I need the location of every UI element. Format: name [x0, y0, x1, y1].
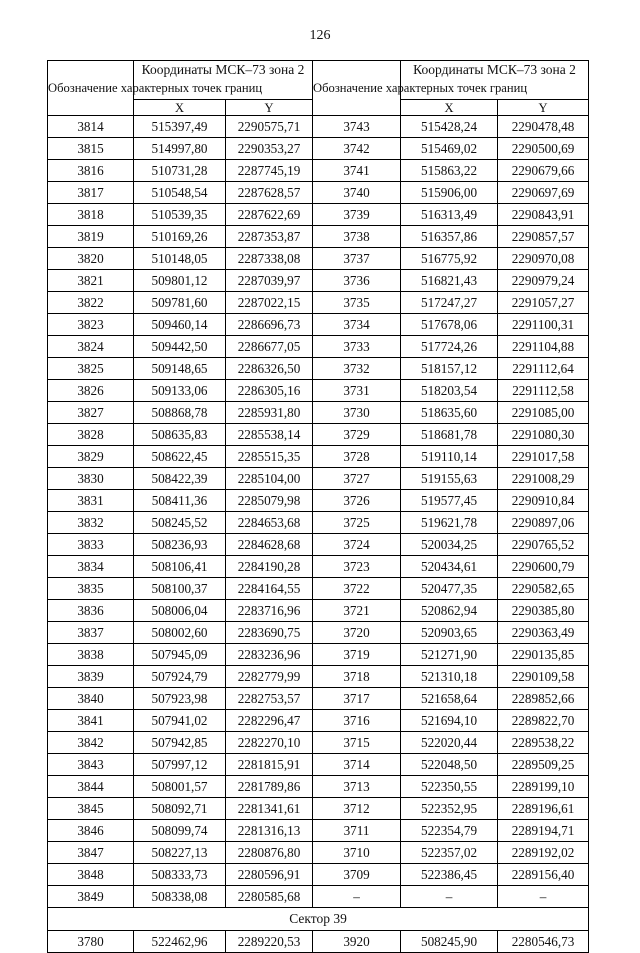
- cell-y-left: 2281316,13: [226, 820, 313, 842]
- cell-id-left: 3814: [48, 116, 134, 138]
- table-row: [48, 270, 589, 292]
- cell-x-right: 519621,78: [401, 512, 498, 534]
- cell-id-right: 3726: [313, 490, 401, 512]
- cell-y-left: 2284164,55: [226, 578, 313, 600]
- cell-y-right: 2289199,10: [498, 776, 589, 798]
- cell-id-left: 3843: [48, 754, 134, 776]
- cell-id-right: 3725: [313, 512, 401, 534]
- cell-id-left: 3849: [48, 886, 134, 908]
- cell-x-right: 522350,55: [401, 776, 498, 798]
- cell-y-right: 2290979,24: [498, 270, 589, 292]
- cell-y-left: 2287353,87: [226, 226, 313, 248]
- coordinates-table: [47, 60, 589, 953]
- cell-x-left: 507945,09: [134, 644, 226, 666]
- table-row: [48, 182, 589, 204]
- cell-y-left: 2285931,80: [226, 402, 313, 424]
- cell-x-right: 521658,64: [401, 688, 498, 710]
- cell-y-right: 2290500,69: [498, 138, 589, 160]
- cell-x-right: 516775,92: [401, 248, 498, 270]
- cell-x-left: 508411,36: [134, 490, 226, 512]
- cell-id-right: 3723: [313, 556, 401, 578]
- cell-x-left: 507942,85: [134, 732, 226, 754]
- cell-y-left: 2280596,91: [226, 864, 313, 886]
- table-row: [48, 732, 589, 754]
- cell-x-left: 509442,50: [134, 336, 226, 358]
- cell-x-left: 508106,41: [134, 556, 226, 578]
- cell-y-right: 2291112,64: [498, 358, 589, 380]
- cell-y-right: 2290765,52: [498, 534, 589, 556]
- cell-x-left: 509781,60: [134, 292, 226, 314]
- table-row: [48, 556, 589, 578]
- cell-y-left: 2283690,75: [226, 622, 313, 644]
- cell-id-right: 3720: [313, 622, 401, 644]
- cell-x-right: 520434,61: [401, 556, 498, 578]
- cell-id-right: 3734: [313, 314, 401, 336]
- header-y-right: Y: [498, 100, 589, 116]
- cell-x-right: 518635,60: [401, 402, 498, 424]
- cell-id-right: 3739: [313, 204, 401, 226]
- cell-y-left: 2287745,19: [226, 160, 313, 182]
- cell-id-left: 3828: [48, 424, 134, 446]
- cell-x-left: 508333,73: [134, 864, 226, 886]
- cell-x-left: 510539,35: [134, 204, 226, 226]
- cell-y-left: 2287022,15: [226, 292, 313, 314]
- cell-y-right: 2289509,25: [498, 754, 589, 776]
- cell-x-right: 520477,35: [401, 578, 498, 600]
- cell-id-right: 3920: [313, 931, 401, 953]
- table-row: [48, 336, 589, 358]
- cell-x-left: 507997,12: [134, 754, 226, 776]
- cell-x-left: 508099,74: [134, 820, 226, 842]
- cell-y-right: 2291100,31: [498, 314, 589, 336]
- cell-x-right: 516821,43: [401, 270, 498, 292]
- cell-y-right: 2290970,08: [498, 248, 589, 270]
- cell-x-right: 520862,94: [401, 600, 498, 622]
- cell-id-left: 3780: [48, 931, 134, 953]
- cell-x-left: 508227,13: [134, 842, 226, 864]
- table-row: [48, 446, 589, 468]
- cell-y-right: 2289852,66: [498, 688, 589, 710]
- cell-y-left: 2282753,57: [226, 688, 313, 710]
- cell-y-left: 2283716,96: [226, 600, 313, 622]
- table-row: [48, 116, 589, 138]
- cell-y-left: 2285104,00: [226, 468, 313, 490]
- cell-y-right: 2290363,49: [498, 622, 589, 644]
- table-row: [48, 314, 589, 336]
- cell-y-left: 2280876,80: [226, 842, 313, 864]
- table-row: [48, 931, 589, 953]
- cell-x-left: 508092,71: [134, 798, 226, 820]
- table-row: [48, 424, 589, 446]
- cell-id-left: 3834: [48, 556, 134, 578]
- cell-id-left: 3823: [48, 314, 134, 336]
- cell-y-right: 2290910,84: [498, 490, 589, 512]
- cell-y-left: 2281341,61: [226, 798, 313, 820]
- cell-y-right: 2290897,06: [498, 512, 589, 534]
- cell-y-left: 2287338,08: [226, 248, 313, 270]
- cell-id-right: 3713: [313, 776, 401, 798]
- cell-y-left: 2281815,91: [226, 754, 313, 776]
- cell-id-left: 3825: [48, 358, 134, 380]
- table-row: [48, 644, 589, 666]
- table-row: [48, 402, 589, 424]
- cell-x-left: 508002,60: [134, 622, 226, 644]
- cell-y-left: 2287622,69: [226, 204, 313, 226]
- cell-x-left: 507941,02: [134, 710, 226, 732]
- cell-y-left: 2286305,16: [226, 380, 313, 402]
- cell-y-left: 2285079,98: [226, 490, 313, 512]
- cell-x-left: 514997,80: [134, 138, 226, 160]
- cell-id-right: 3715: [313, 732, 401, 754]
- cell-id-right: 3716: [313, 710, 401, 732]
- cell-x-left: 509460,14: [134, 314, 226, 336]
- cell-x-right: 520903,65: [401, 622, 498, 644]
- cell-y-right: 2289156,40: [498, 864, 589, 886]
- cell-x-left: 508245,52: [134, 512, 226, 534]
- cell-id-right: 3742: [313, 138, 401, 160]
- cell-id-left: 3831: [48, 490, 134, 512]
- table-row: [48, 666, 589, 688]
- cell-x-left: 509801,12: [134, 270, 226, 292]
- cell-x-left: 509148,65: [134, 358, 226, 380]
- cell-x-right: 508245,90: [401, 931, 498, 953]
- cell-x-right: 517724,26: [401, 336, 498, 358]
- cell-id-left: 3827: [48, 402, 134, 424]
- cell-id-left: 3818: [48, 204, 134, 226]
- cell-id-left: 3835: [48, 578, 134, 600]
- cell-id-left: 3820: [48, 248, 134, 270]
- cell-id-right: 3735: [313, 292, 401, 314]
- sector-header-row: [48, 908, 589, 931]
- cell-x-left: 508100,37: [134, 578, 226, 600]
- cell-x-right: 517678,06: [401, 314, 498, 336]
- cell-y-left: 2285538,14: [226, 424, 313, 446]
- cell-y-left: 2282270,10: [226, 732, 313, 754]
- table-row: [48, 138, 589, 160]
- table-row: [48, 688, 589, 710]
- header-coords-group-left: Координаты МСК–73 зона 2: [134, 61, 313, 100]
- cell-y-right: 2289538,22: [498, 732, 589, 754]
- table-row: [48, 798, 589, 820]
- cell-x-right: 519110,14: [401, 446, 498, 468]
- cell-y-left: 2282296,47: [226, 710, 313, 732]
- cell-id-right: 3732: [313, 358, 401, 380]
- table-row: [48, 886, 589, 908]
- table-row: [48, 512, 589, 534]
- cell-id-right: 3741: [313, 160, 401, 182]
- table-row: [48, 204, 589, 226]
- cell-id-right: 3717: [313, 688, 401, 710]
- table-row: [48, 776, 589, 798]
- cell-x-left: 515397,49: [134, 116, 226, 138]
- cell-id-right: 3712: [313, 798, 401, 820]
- cell-x-right: 516357,86: [401, 226, 498, 248]
- cell-y-right: 2291112,58: [498, 380, 589, 402]
- cell-y-right: 2290582,65: [498, 578, 589, 600]
- cell-y-left: 2282779,99: [226, 666, 313, 688]
- cell-x-right: 517247,27: [401, 292, 498, 314]
- table-row: [48, 622, 589, 644]
- cell-id-right: 3727: [313, 468, 401, 490]
- cell-x-left: 508868,78: [134, 402, 226, 424]
- cell-y-right: 2290843,91: [498, 204, 589, 226]
- cell-x-right: 518157,12: [401, 358, 498, 380]
- cell-id-left: 3819: [48, 226, 134, 248]
- cell-id-left: 3848: [48, 864, 134, 886]
- cell-id-right: 3709: [313, 864, 401, 886]
- cell-id-left: 3815: [48, 138, 134, 160]
- table-row: [48, 534, 589, 556]
- cell-y-right: –: [498, 886, 589, 908]
- cell-id-left: 3816: [48, 160, 134, 182]
- cell-id-left: 3840: [48, 688, 134, 710]
- cell-id-right: 3728: [313, 446, 401, 468]
- cell-y-right: 2291080,30: [498, 424, 589, 446]
- cell-id-left: 3841: [48, 710, 134, 732]
- cell-x-left: 510148,05: [134, 248, 226, 270]
- cell-y-right: 2290109,58: [498, 666, 589, 688]
- cell-y-left: 2284190,28: [226, 556, 313, 578]
- cell-x-left: 507923,98: [134, 688, 226, 710]
- header-point-label-left: Обозначение характерных точек границ: [48, 61, 134, 116]
- cell-id-right: 3737: [313, 248, 401, 270]
- cell-x-right: 515469,02: [401, 138, 498, 160]
- cell-y-right: 2290697,69: [498, 182, 589, 204]
- table-body: [48, 116, 589, 953]
- cell-x-right: 522386,45: [401, 864, 498, 886]
- cell-id-right: 3740: [313, 182, 401, 204]
- cell-id-left: 3846: [48, 820, 134, 842]
- cell-id-right: 3731: [313, 380, 401, 402]
- cell-x-right: 518203,54: [401, 380, 498, 402]
- cell-id-left: 3817: [48, 182, 134, 204]
- cell-y-left: 2286326,50: [226, 358, 313, 380]
- cell-x-left: 508001,57: [134, 776, 226, 798]
- table-row: [48, 578, 589, 600]
- cell-id-right: 3730: [313, 402, 401, 424]
- table-row: [48, 820, 589, 842]
- cell-x-left: 510548,54: [134, 182, 226, 204]
- table-row: [48, 842, 589, 864]
- cell-id-right: –: [313, 886, 401, 908]
- cell-id-left: 3836: [48, 600, 134, 622]
- cell-id-right: 3722: [313, 578, 401, 600]
- cell-y-left: 2287039,97: [226, 270, 313, 292]
- table-row: [48, 226, 589, 248]
- table-row: [48, 710, 589, 732]
- cell-y-left: 2290353,27: [226, 138, 313, 160]
- cell-id-right: 3738: [313, 226, 401, 248]
- cell-y-right: 2290385,80: [498, 600, 589, 622]
- cell-y-right: 2290679,66: [498, 160, 589, 182]
- table-row: [48, 600, 589, 622]
- cell-id-right: 3719: [313, 644, 401, 666]
- cell-x-left: 508422,39: [134, 468, 226, 490]
- cell-x-right: 518681,78: [401, 424, 498, 446]
- cell-y-right: 2289196,61: [498, 798, 589, 820]
- cell-id-left: 3833: [48, 534, 134, 556]
- cell-id-left: 3847: [48, 842, 134, 864]
- cell-x-left: 508338,08: [134, 886, 226, 908]
- cell-id-left: 3838: [48, 644, 134, 666]
- cell-y-right: 2291085,00: [498, 402, 589, 424]
- cell-x-right: 522354,79: [401, 820, 498, 842]
- cell-id-left: 3826: [48, 380, 134, 402]
- cell-x-left: 522462,96: [134, 931, 226, 953]
- cell-id-left: 3845: [48, 798, 134, 820]
- cell-x-right: 515428,24: [401, 116, 498, 138]
- cell-y-right: 2289194,71: [498, 820, 589, 842]
- cell-id-right: 3733: [313, 336, 401, 358]
- cell-y-left: 2289220,53: [226, 931, 313, 953]
- cell-id-left: 3844: [48, 776, 134, 798]
- cell-y-left: 2290575,71: [226, 116, 313, 138]
- cell-id-left: 3837: [48, 622, 134, 644]
- cell-x-right: 515863,22: [401, 160, 498, 182]
- cell-id-left: 3821: [48, 270, 134, 292]
- cell-x-right: 522352,95: [401, 798, 498, 820]
- cell-id-right: 3711: [313, 820, 401, 842]
- cell-x-left: 508622,45: [134, 446, 226, 468]
- table-row: [48, 468, 589, 490]
- cell-id-left: 3830: [48, 468, 134, 490]
- header-x-right: X: [401, 100, 498, 116]
- cell-x-left: 509133,06: [134, 380, 226, 402]
- cell-x-left: 507924,79: [134, 666, 226, 688]
- cell-id-left: 3842: [48, 732, 134, 754]
- cell-x-left: 508006,04: [134, 600, 226, 622]
- header-y-left: Y: [226, 100, 313, 116]
- header-point-label-right: Обозначение характерных точек границ: [313, 61, 401, 116]
- cell-id-right: 3729: [313, 424, 401, 446]
- cell-y-right: 2290857,57: [498, 226, 589, 248]
- cell-y-left: 2284653,68: [226, 512, 313, 534]
- cell-y-left: 2287628,57: [226, 182, 313, 204]
- cell-id-right: 3724: [313, 534, 401, 556]
- cell-id-right: 3736: [313, 270, 401, 292]
- sector-title: Сектор 39: [48, 908, 589, 931]
- cell-x-left: 510731,28: [134, 160, 226, 182]
- page-number: 126: [309, 28, 331, 43]
- cell-y-right: 2291008,29: [498, 468, 589, 490]
- table-row: [48, 754, 589, 776]
- cell-x-left: 508236,93: [134, 534, 226, 556]
- cell-id-left: 3839: [48, 666, 134, 688]
- cell-x-right: 522048,50: [401, 754, 498, 776]
- table-row: [48, 292, 589, 314]
- table-row: [48, 490, 589, 512]
- cell-y-right: 2291017,58: [498, 446, 589, 468]
- cell-id-left: 3822: [48, 292, 134, 314]
- cell-id-left: 3824: [48, 336, 134, 358]
- cell-x-right: 522020,44: [401, 732, 498, 754]
- cell-id-left: 3829: [48, 446, 134, 468]
- cell-id-right: 3714: [313, 754, 401, 776]
- header-x-left: X: [134, 100, 226, 116]
- cell-x-right: 521694,10: [401, 710, 498, 732]
- cell-y-right: 2291104,88: [498, 336, 589, 358]
- cell-y-left: 2285515,35: [226, 446, 313, 468]
- cell-y-right: 2291057,27: [498, 292, 589, 314]
- cell-y-left: 2283236,96: [226, 644, 313, 666]
- cell-y-right: 2290478,48: [498, 116, 589, 138]
- cell-x-right: 521271,90: [401, 644, 498, 666]
- cell-y-right: 2289822,70: [498, 710, 589, 732]
- table-row: [48, 864, 589, 886]
- cell-y-right: 2289192,02: [498, 842, 589, 864]
- cell-y-right: 2290600,79: [498, 556, 589, 578]
- cell-x-right: 515906,00: [401, 182, 498, 204]
- cell-id-right: 3710: [313, 842, 401, 864]
- cell-x-right: 522357,02: [401, 842, 498, 864]
- cell-y-right: 2290135,85: [498, 644, 589, 666]
- cell-y-right: 2280546,73: [498, 931, 589, 953]
- table-row: [48, 358, 589, 380]
- cell-y-left: 2284628,68: [226, 534, 313, 556]
- cell-x-right: 519577,45: [401, 490, 498, 512]
- cell-id-right: 3721: [313, 600, 401, 622]
- cell-x-right: –: [401, 886, 498, 908]
- cell-y-left: 2286696,73: [226, 314, 313, 336]
- header-coords-group-right: Координаты МСК–73 зона 2: [401, 61, 589, 100]
- table-row: [48, 380, 589, 402]
- cell-x-left: 508635,83: [134, 424, 226, 446]
- cell-id-right: 3718: [313, 666, 401, 688]
- cell-x-right: 520034,25: [401, 534, 498, 556]
- cell-x-left: 510169,26: [134, 226, 226, 248]
- cell-x-right: 516313,49: [401, 204, 498, 226]
- cell-x-right: 519155,63: [401, 468, 498, 490]
- cell-y-left: 2281789,86: [226, 776, 313, 798]
- cell-y-left: 2286677,05: [226, 336, 313, 358]
- cell-x-right: 521310,18: [401, 666, 498, 688]
- cell-id-right: 3743: [313, 116, 401, 138]
- table-row: [48, 248, 589, 270]
- cell-y-left: 2280585,68: [226, 886, 313, 908]
- cell-id-left: 3832: [48, 512, 134, 534]
- table-row: [48, 160, 589, 182]
